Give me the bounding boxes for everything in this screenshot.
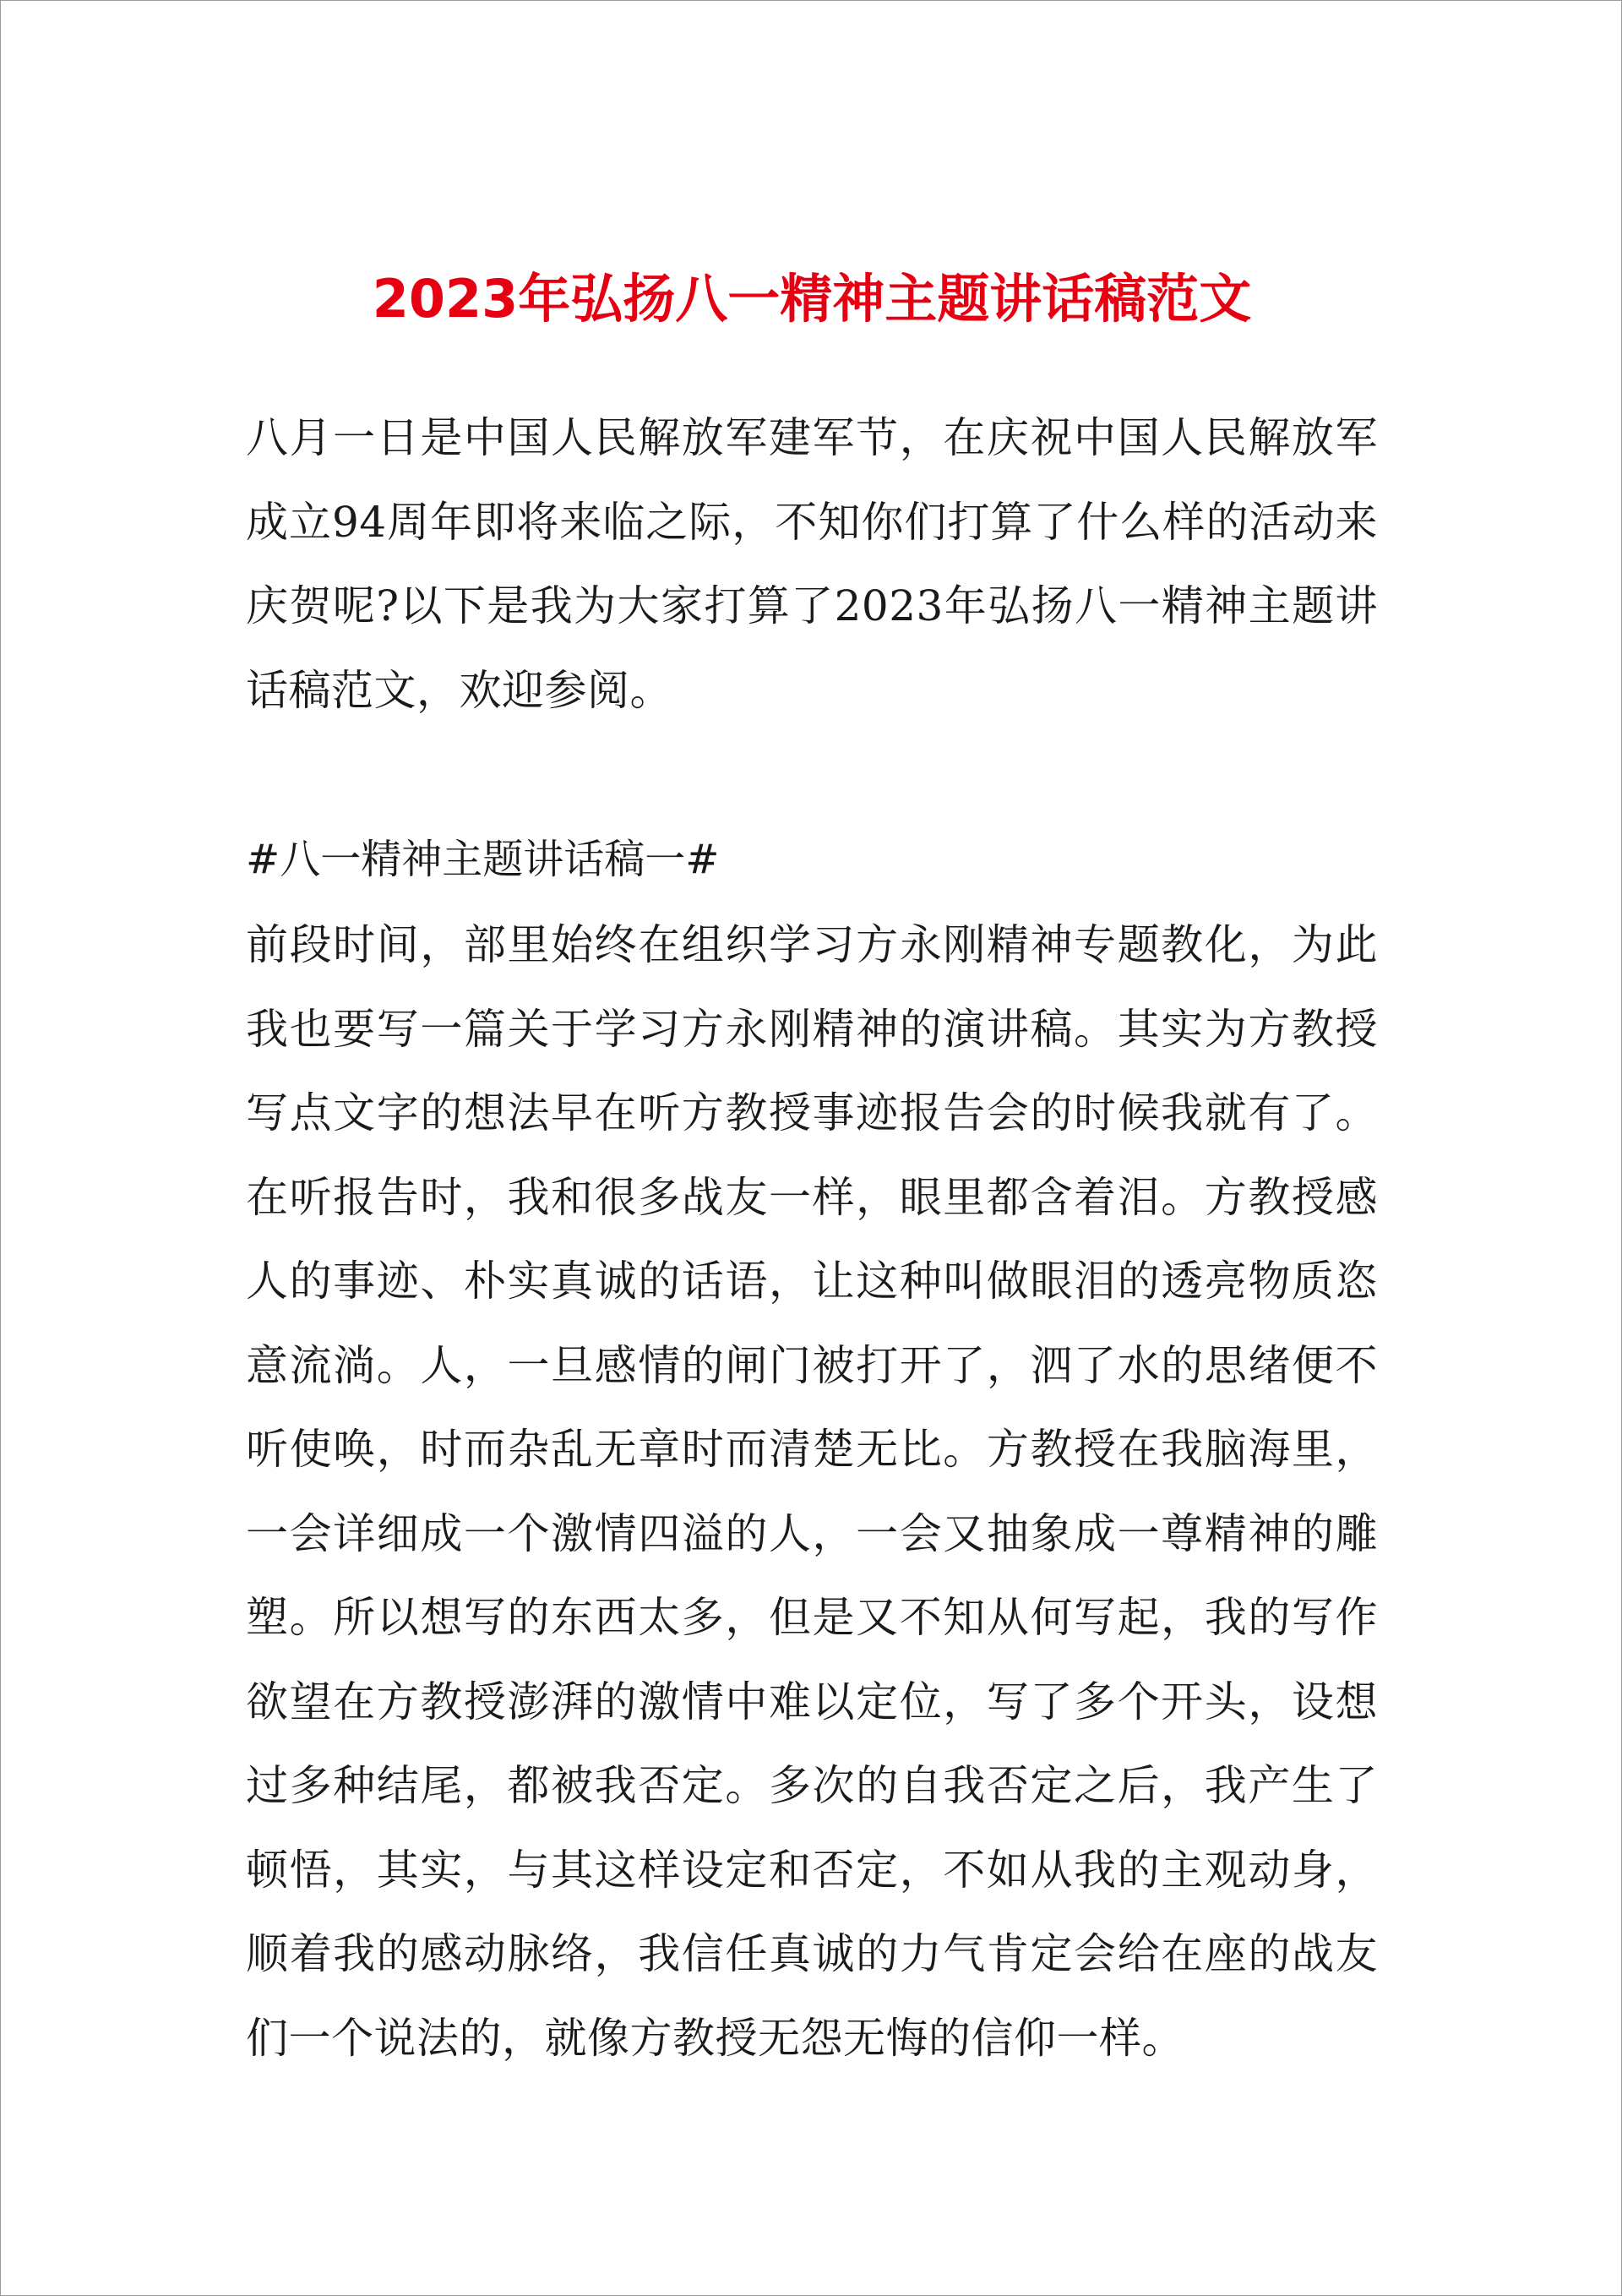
document-title: 2023年弘扬八一精神主题讲话稿范文: [372, 268, 1252, 330]
body-paragraph: 前段时间，部里始终在组织学习方永刚精神专题教化，为此我也要写一篇关于学习方永刚精神的演讲稿。其实为方教授写点文字的想法早在听方教授事迹报告会的时候我就有了。在听报告时，我和很多战友一样，眼里都含着泪。方教授感人的事迹、朴实真诚的话语，让这种叫做眼泪的透亮物质恣意流淌。人，一旦感情的闸门被打开了，泗了水的思绪便不听使唤，时而杂乱无章时而清楚无比。方教授在我脑海里，一会详细成一个激情四溢的人，一会又抽象成一尊精神的雕塑。所以想写的东西太多，但是又不知从何写起，我的写作欲望在方教授澎湃的激情中难以定位，写了多个开头，设想过多种结尾，都被我否定。多次的自我否定之后，我产生了顿悟，其实，与其这样设定和否定，不如从我的主观动身，顺着我的感动脉络，我信任真诚的力气肯定会给在座的战友们一个说法的，就像方教授无怨无悔的信仰一样。: [246, 920, 1378, 2063]
section-heading: #八一精神主题讲话稿一#: [246, 836, 720, 883]
intro-paragraph: 八月一日是中国人民解放军建军节，在庆祝中国人民解放军成立94周年即将来临之际，不知你们打算了什么样的活动来庆贺呢?以下是我为大家打算了2023年弘扬八一精神主题讲话稿范文，欢迎参阅。: [246, 413, 1378, 715]
